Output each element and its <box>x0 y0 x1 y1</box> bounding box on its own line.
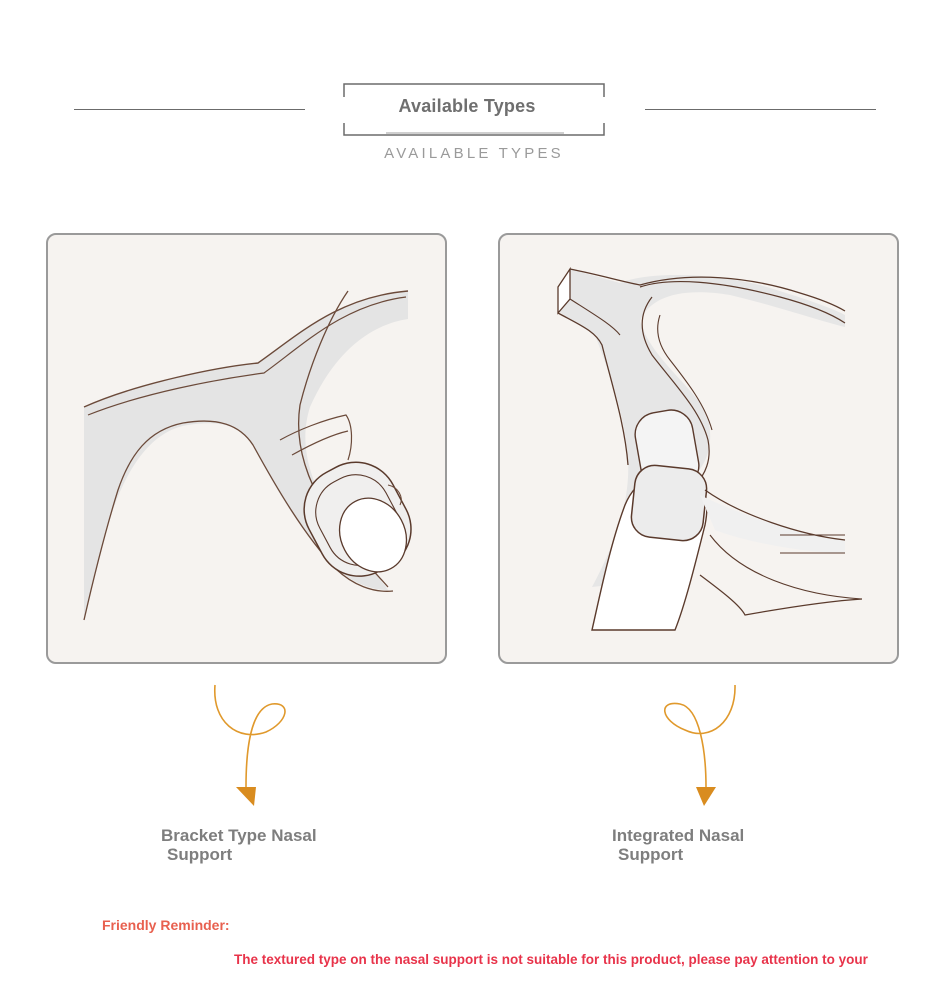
arrow-bracket-type <box>200 682 310 812</box>
bracket-type-illustration <box>46 233 447 664</box>
caption-bracket-line2: Support <box>167 845 233 864</box>
caption-bracket-type <box>161 826 317 864</box>
caption-bracket-line1: Bracket Type Nasal <box>161 826 317 845</box>
page-subtitle: AVAILABLE TYPES <box>384 145 564 162</box>
caption-integrated-type <box>612 826 744 864</box>
title-underline <box>386 132 564 134</box>
caption-integrated-line2: Support <box>618 845 684 864</box>
page-title: Available Types <box>398 96 536 116</box>
integrated-nose-pad-drawing <box>500 235 899 664</box>
caption-integrated-line1: Integrated Nasal <box>612 826 745 845</box>
reminder-label: Friendly Reminder: <box>102 917 230 933</box>
reminder-text: The textured type on the nasal support is not suitable for this product, please pay attention to your <box>234 952 868 967</box>
bracket-nose-pad-drawing <box>48 235 447 664</box>
integrated-type-illustration <box>498 233 899 664</box>
arrow-integrated-type <box>650 682 760 812</box>
header-rule-right <box>645 109 876 110</box>
header-rule-left <box>74 109 305 110</box>
